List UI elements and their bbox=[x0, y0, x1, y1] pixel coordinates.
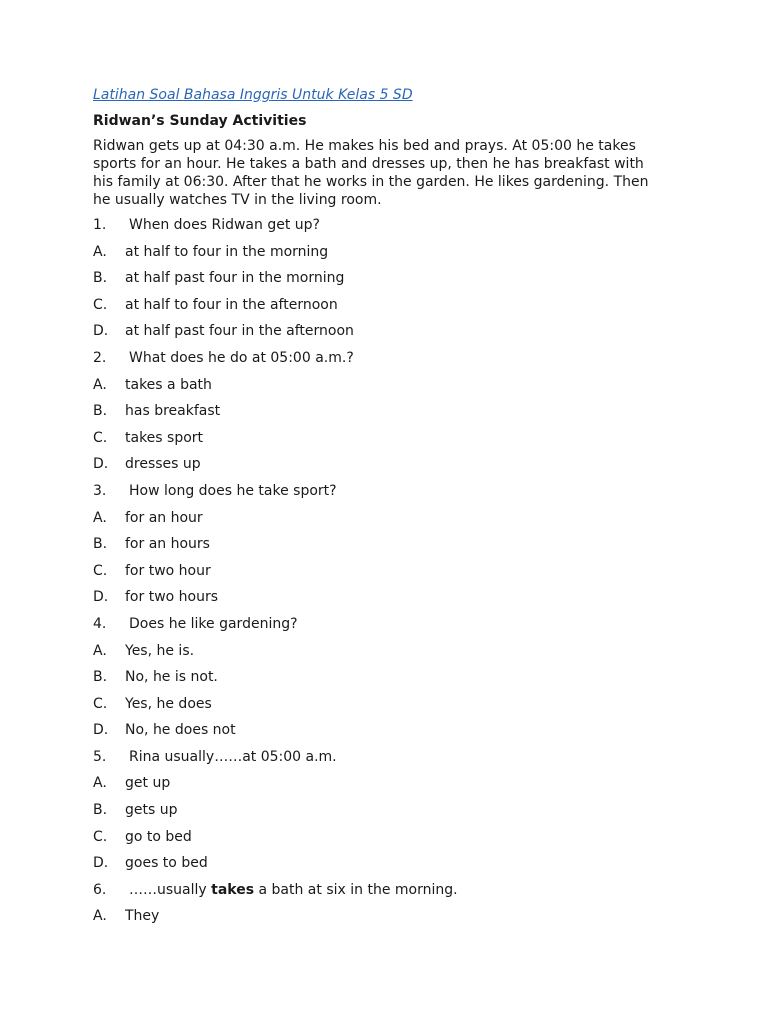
option-1a bbox=[93, 243, 693, 270]
question-number: 6. bbox=[93, 881, 107, 898]
option-letter: A. bbox=[93, 908, 107, 925]
option-5c bbox=[93, 828, 693, 855]
option-letter: C. bbox=[93, 562, 108, 579]
option-letter: A. bbox=[93, 509, 107, 526]
option-text: at half past four in the morning bbox=[125, 270, 345, 287]
passage-line: Ridwan gets up at 04:30 a.m. He makes his bed and prays. At 05:00 he takes bbox=[93, 138, 636, 154]
option-text: goes to bed bbox=[125, 855, 208, 872]
option-letter: B. bbox=[93, 270, 108, 287]
option-letter: B. bbox=[93, 802, 108, 819]
question-text: When does Ridwan get up? bbox=[129, 217, 320, 233]
passage-line: his family at 06:30. After that he works in the garden. He likes gardening. Then bbox=[93, 174, 649, 190]
option-letter: B. bbox=[93, 536, 108, 553]
option-4b bbox=[93, 668, 693, 695]
question-text-bold: takes bbox=[211, 881, 255, 898]
passage-line: he usually watches TV in the living room. bbox=[93, 192, 382, 208]
question-text-before: ……usually bbox=[129, 881, 212, 898]
option-text: at half past four in the afternoon bbox=[125, 323, 354, 340]
option-text: get up bbox=[125, 775, 171, 792]
option-4d bbox=[93, 721, 693, 748]
question-5 bbox=[93, 748, 693, 775]
question-2 bbox=[93, 349, 693, 376]
option-letter: A. bbox=[93, 642, 107, 659]
option-1b bbox=[93, 269, 693, 296]
question-number: 1. bbox=[93, 217, 107, 233]
question-text bbox=[129, 881, 458, 899]
option-letter: B. bbox=[93, 403, 108, 420]
option-text: Yes, he is. bbox=[125, 642, 195, 659]
question-number: 4. bbox=[93, 615, 107, 632]
option-2b bbox=[93, 402, 693, 429]
question-text: Rina usually……at 05:00 a.m. bbox=[129, 748, 337, 765]
question-text: How long does he take sport? bbox=[129, 482, 337, 499]
question-4 bbox=[93, 615, 693, 642]
option-letter: D. bbox=[93, 722, 109, 739]
option-text: Yes, he does bbox=[125, 695, 212, 712]
option-2d bbox=[93, 455, 693, 482]
question-1 bbox=[93, 216, 693, 243]
question-list bbox=[93, 216, 693, 934]
reading-title: Ridwan’s Sunday Activities bbox=[93, 113, 307, 129]
question-text: Does he like gardening? bbox=[129, 615, 298, 632]
option-text: for two hours bbox=[125, 589, 219, 606]
source-link[interactable]: Latihan Soal Bahasa Inggris Untuk Kelas 5 SD bbox=[93, 87, 413, 103]
option-1c bbox=[93, 296, 693, 323]
option-text: for an hour bbox=[125, 509, 203, 526]
option-letter: A. bbox=[93, 775, 107, 792]
option-text: dresses up bbox=[125, 456, 201, 473]
option-3d bbox=[93, 588, 693, 615]
option-text: takes sport bbox=[125, 429, 204, 446]
option-3c bbox=[93, 562, 693, 589]
option-text: They bbox=[125, 908, 160, 925]
option-letter: B. bbox=[93, 669, 108, 686]
option-5a bbox=[93, 774, 693, 801]
question-3 bbox=[93, 482, 693, 509]
option-letter: C. bbox=[93, 296, 108, 313]
option-4a bbox=[93, 642, 693, 669]
option-2a bbox=[93, 376, 693, 403]
option-1d bbox=[93, 322, 693, 349]
question-number: 3. bbox=[93, 482, 107, 499]
option-letter: C. bbox=[93, 828, 108, 845]
option-text: for two hour bbox=[125, 562, 211, 579]
option-2c bbox=[93, 429, 693, 456]
question-number: 5. bbox=[93, 748, 107, 765]
option-3b bbox=[93, 535, 693, 562]
option-6a bbox=[93, 907, 693, 934]
option-text: at half to four in the afternoon bbox=[125, 296, 338, 313]
option-letter: C. bbox=[93, 429, 108, 446]
option-letter: D. bbox=[93, 855, 109, 872]
passage-line: sports for an hour. He takes a bath and dresses up, then he has breakfast with bbox=[93, 156, 644, 172]
option-5d bbox=[93, 854, 693, 881]
option-3a bbox=[93, 509, 693, 536]
option-text: No, he does not bbox=[125, 722, 236, 739]
question-text-after: a bath at six in the morning. bbox=[254, 881, 458, 898]
option-4c bbox=[93, 695, 693, 722]
option-text: at half to four in the morning bbox=[125, 243, 329, 260]
question-number: 2. bbox=[93, 349, 107, 366]
option-text: go to bed bbox=[125, 828, 192, 845]
option-text: takes a bath bbox=[125, 376, 212, 393]
reading-passage bbox=[93, 137, 673, 209]
option-text: gets up bbox=[125, 802, 178, 819]
option-letter: D. bbox=[93, 589, 109, 606]
option-text: has breakfast bbox=[125, 403, 221, 420]
option-letter: D. bbox=[93, 456, 109, 473]
option-letter: A. bbox=[93, 243, 107, 260]
option-letter: D. bbox=[93, 323, 109, 340]
option-text: No, he is not. bbox=[125, 669, 218, 686]
question-text: What does he do at 05:00 a.m.? bbox=[129, 349, 354, 366]
question-6 bbox=[93, 881, 693, 908]
option-5b bbox=[93, 801, 693, 828]
option-letter: A. bbox=[93, 376, 107, 393]
option-text: for an hours bbox=[125, 536, 210, 553]
option-letter: C. bbox=[93, 695, 108, 712]
